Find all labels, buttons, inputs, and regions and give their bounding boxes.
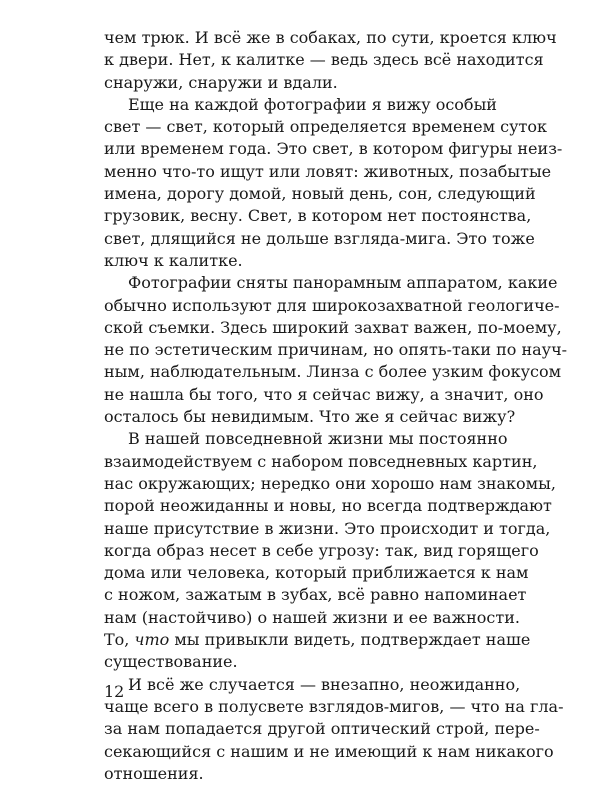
text-line: не нашла бы того, что я сейчас вижу, а значит, оно xyxy=(104,384,544,404)
paragraph-4 xyxy=(104,428,556,673)
text-fragment: То, xyxy=(104,630,135,650)
paragraph-2 xyxy=(104,94,563,272)
text-line: секающийся с нашим и не имеющий к нам никакого xyxy=(104,741,554,761)
text-line: ключ к калитке. xyxy=(104,250,243,270)
text-line: существование. xyxy=(104,652,238,672)
text-line: менно что-то ищут или ловят: животных, позабытые xyxy=(104,161,552,181)
text-line: или временем года. Это свет, в котором фигуры неиз- xyxy=(104,139,563,159)
page-number: 12 xyxy=(104,682,125,701)
text-line: обычно используют для широкозахватной геологиче- xyxy=(104,295,560,315)
text-line: ным, наблюдательным. Линза с более узким фокусом xyxy=(104,362,562,382)
text-line: снаружи, снаружи и вдали. xyxy=(104,72,338,92)
text-line: В нашей повседневной жизни мы постоянно xyxy=(128,429,508,449)
text-line: свет, длящийся не дольше взгляда-мига. Это тоже xyxy=(104,228,535,248)
text-line: когда образ несет в себе угрозу: так, вид горящего xyxy=(104,540,539,560)
text-line: отношения. xyxy=(104,763,204,783)
text-line: чем трюк. И всё же в собаках, по сути, кроется ключ xyxy=(104,28,557,47)
text-line: ской съемки. Здесь широкий захват важен, по-моему, xyxy=(104,317,562,337)
paragraph-1 xyxy=(104,27,557,94)
text-line: Еще на каждой фотографии я вижу особый xyxy=(128,94,497,114)
text-line: не по эстетическим причинам, но опять-таки по науч- xyxy=(104,340,568,360)
text-line: дома или человека, который приближается к нам xyxy=(104,563,529,583)
text-line: свет — свет, который определяется временем суток xyxy=(104,117,547,137)
body-text xyxy=(104,27,568,785)
text-line: взаимодействуем с набором повседневных картин, xyxy=(104,451,538,471)
text-line: осталось бы невидимым. Что же я сейчас вижу? xyxy=(104,407,516,427)
text-fragment: мы привыкли видеть, подтверждает наше xyxy=(169,630,531,650)
paragraph-5 xyxy=(104,674,564,785)
emphasized-word: что xyxy=(134,630,170,650)
text-line: за нам попадается другой оптический строй, пере- xyxy=(104,719,540,739)
text-line: имена, дорогу домой, новый день, сон, следующий xyxy=(104,184,536,204)
text-line: нас окружающих; нередко они хорошо нам знакомы, xyxy=(104,473,556,493)
text-line-with-emphasis xyxy=(104,629,531,651)
text-line: с ножом, зажатым в зубах, всё равно напоминает xyxy=(104,585,527,605)
paragraph-3 xyxy=(104,272,568,428)
text-line: чаще всего в полусвете взглядов-мигов, — что на гла- xyxy=(104,696,564,716)
text-line: грузовик, весну. Свет, в котором нет постоянства, xyxy=(104,206,532,226)
text-line: порой неожиданны и новы, но всегда подтверждают xyxy=(104,496,552,516)
text-line: Фотографии сняты панорамным аппаратом, какие xyxy=(128,273,558,293)
text-line: к двери. Нет, к калитке — ведь здесь всё находится xyxy=(104,50,544,70)
text-line: И всё же случается — внезапно, неожиданно, xyxy=(128,674,521,694)
text-line: наше присутствие в жизни. Это происходит и тогда, xyxy=(104,518,551,538)
text-line: нам (настойчиво) о нашей жизни и ее важности. xyxy=(104,607,520,627)
